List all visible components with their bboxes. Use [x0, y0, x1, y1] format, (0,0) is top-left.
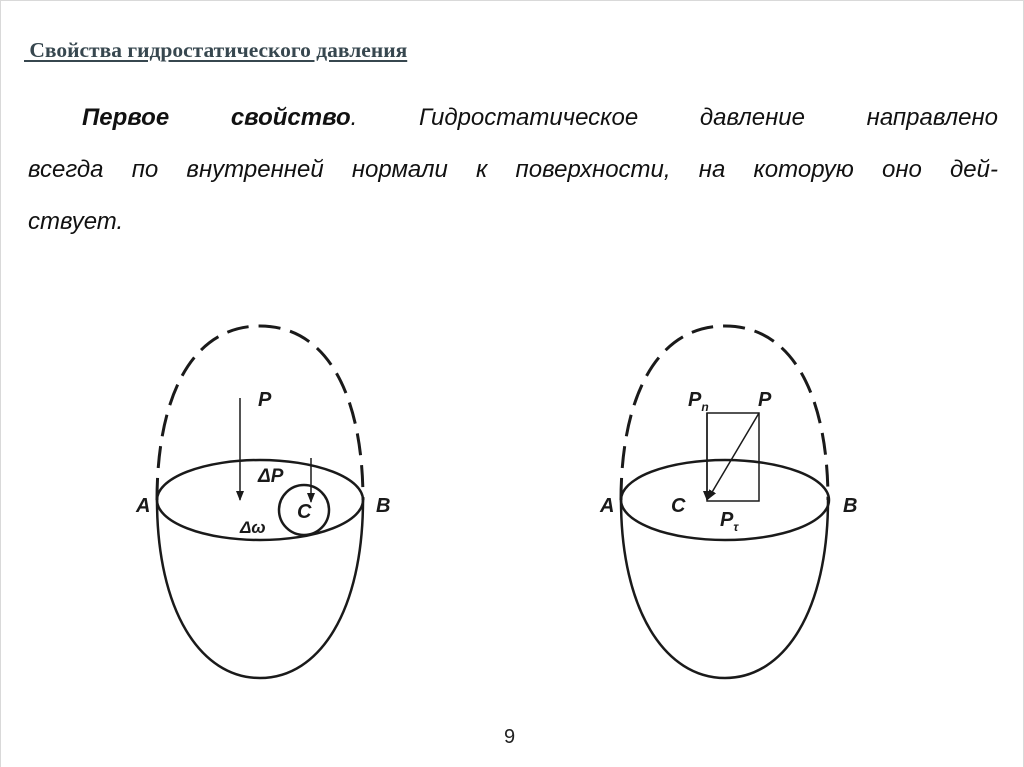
right-label-B: B [843, 495, 858, 517]
right-label-Pn-main: P [688, 389, 702, 411]
left-label-P: P [258, 389, 272, 411]
right-label-A: A [600, 495, 615, 517]
left-label-B: B [376, 495, 391, 517]
right-label-Pn [688, 389, 709, 414]
slide-heading: Свойства гидростатического давления [24, 38, 408, 62]
left-label-dP: ΔP [258, 466, 284, 487]
right-label-Pt-main: P [720, 509, 734, 531]
right-label-Pt-sub: τ [733, 520, 739, 534]
paragraph-line-3: ствует. [28, 208, 124, 235]
figure-left [135, 326, 390, 678]
figure-right [599, 326, 857, 678]
property-title-dot: . [350, 104, 358, 131]
left-label-C: C [297, 501, 312, 523]
right-label-P: P [758, 389, 772, 411]
paragraph-line-1-text: Гидростатическое давление направлено [357, 104, 998, 131]
right-label-Pn-sub: n [701, 400, 709, 414]
property-title: Первое свойство [82, 104, 351, 131]
paragraph-line-2: всегда по внутренней нормали к поверхности, на которую оно дей- [28, 156, 998, 183]
left-label-A: A [136, 495, 151, 517]
right-label-C: C [671, 495, 686, 517]
right-label-Pt [720, 509, 739, 534]
right-force-P-arrow [708, 413, 759, 499]
page-number: 9 [504, 726, 516, 748]
left-label-domega: Δω [240, 518, 266, 537]
